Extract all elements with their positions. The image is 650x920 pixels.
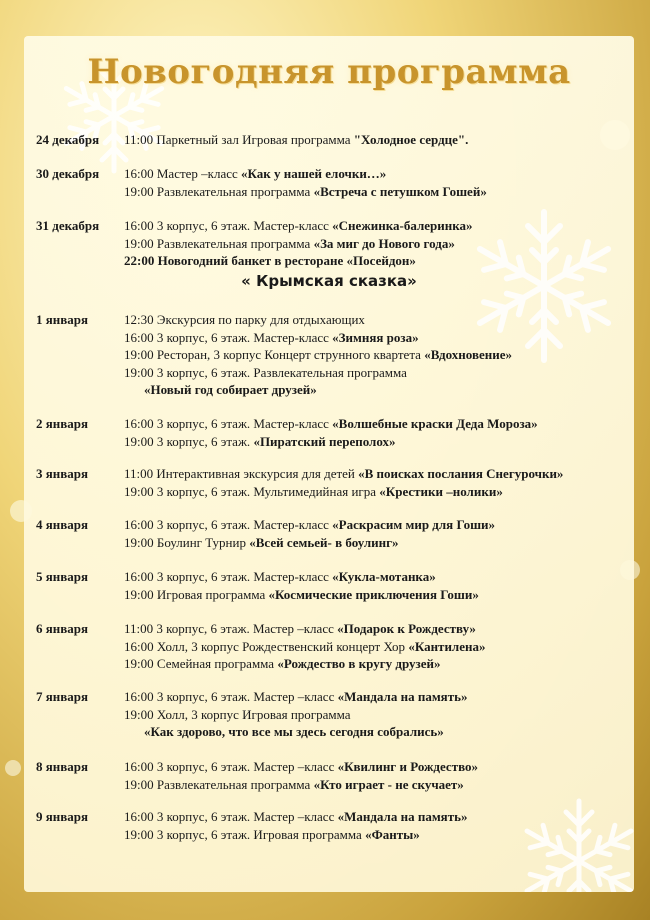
event-time: 16:00 bbox=[124, 569, 154, 584]
event-time: 22:00 bbox=[124, 253, 155, 268]
event-description: 3 корпус, 6 этаж. Мастер –класс bbox=[156, 759, 335, 774]
event-time: 16:00 bbox=[124, 166, 154, 181]
event-title: «Кукла-мотанка» bbox=[332, 569, 436, 584]
event-title: «Вдохновение» bbox=[424, 347, 512, 362]
event-title: «Подарок к Рождеству» bbox=[337, 621, 476, 636]
event-title: «Космические приключения Гоши» bbox=[268, 586, 479, 602]
event-title: «Как здорово, что все мы здесь сегодня собрались» bbox=[144, 724, 444, 739]
event-time: 16:00 bbox=[124, 517, 154, 532]
event-line bbox=[124, 689, 467, 705]
event-title: «Крестики –нолики» bbox=[379, 483, 503, 499]
day-date: 30 декабря bbox=[36, 166, 100, 181]
day-date: 1 января bbox=[36, 312, 89, 327]
event-line bbox=[124, 656, 440, 672]
event-time: 11:00 bbox=[124, 132, 154, 147]
event-line bbox=[124, 236, 455, 252]
event-description: Паркетный зал Игровая программа bbox=[156, 132, 351, 147]
event-description: Интерактивная экскурсия для детей bbox=[156, 466, 355, 481]
event-description: Игровая программа bbox=[156, 586, 266, 602]
event-line bbox=[124, 184, 487, 200]
event-line bbox=[124, 347, 512, 363]
event-line bbox=[124, 639, 486, 655]
event-time: 19:00 bbox=[124, 433, 154, 449]
day-date: 8 января bbox=[36, 759, 89, 774]
event-title: «За миг до Нового года» bbox=[313, 235, 455, 251]
event-description: 3 корпус, 6 этаж. Мастер-класс bbox=[156, 218, 329, 233]
program-card bbox=[24, 36, 634, 892]
event-description: Развлекательная программа bbox=[156, 776, 311, 792]
event-time: 11:00 bbox=[124, 466, 154, 481]
day-date: 24 декабря bbox=[36, 132, 100, 147]
event-time: 19:00 bbox=[124, 483, 154, 499]
event-description: 3 корпус, 6 этаж. Развлекательная программа bbox=[156, 364, 407, 380]
event-line bbox=[124, 253, 416, 269]
event-line bbox=[124, 569, 436, 585]
event-line bbox=[124, 330, 419, 346]
page-title: Новогодняя программа bbox=[87, 52, 571, 92]
event-description: Холл, 3 корпус Рождественский концерт Хор bbox=[156, 638, 406, 654]
event-line bbox=[124, 587, 479, 603]
event-description: Ресторан, 3 корпус Концерт струнного квартета bbox=[156, 347, 421, 362]
event-description: Семейная программа bbox=[156, 656, 275, 671]
event-title: «В поисках послания Снегурочки» bbox=[358, 466, 564, 481]
schedule bbox=[24, 36, 634, 892]
event-line bbox=[124, 416, 538, 432]
event-line bbox=[124, 827, 420, 843]
event-title: «Квилинг и Рождество» bbox=[337, 759, 479, 774]
event-title: «Рождество в кругу друзей» bbox=[277, 656, 441, 671]
event-time: 19:00 bbox=[124, 706, 154, 722]
event-title: «Мандала на память» bbox=[337, 689, 468, 704]
event-line bbox=[124, 621, 476, 637]
event-title: «Всей семьей- в боулинг» bbox=[249, 534, 399, 550]
event-description: 3 корпус, 6 этаж. Мастер –класс bbox=[156, 809, 335, 824]
event-time: 16:00 bbox=[124, 416, 154, 431]
event-line bbox=[124, 484, 503, 500]
event-line bbox=[124, 132, 468, 148]
event-line bbox=[124, 466, 563, 482]
event-title: «Как у нашей елочки…» bbox=[241, 166, 387, 181]
event-title: «Кто играет - не скучает» bbox=[313, 776, 464, 792]
event-time: 16:00 bbox=[124, 638, 154, 654]
day-date: 2 января bbox=[36, 416, 89, 431]
day-date: 5 января bbox=[36, 569, 89, 584]
day-date: 3 января bbox=[36, 466, 89, 481]
event-time: 19:00 bbox=[124, 347, 154, 362]
event-description: Развлекательная программа bbox=[156, 183, 311, 199]
event-line bbox=[124, 707, 351, 723]
event-line bbox=[144, 724, 444, 740]
event-title: «Фанты» bbox=[365, 826, 420, 842]
event-time: 19:00 bbox=[124, 586, 154, 602]
event-time: 19:00 bbox=[124, 826, 154, 842]
event-description: 3 корпус, 6 этаж. Игровая программа bbox=[156, 826, 362, 842]
event-description: Экскурсия по парку для отдыхающих bbox=[156, 312, 365, 327]
event-description: 3 корпус, 6 этаж. Мастер-класс bbox=[156, 329, 329, 345]
event-description: 3 корпус, 6 этаж. Мастер-класс bbox=[156, 416, 329, 431]
event-description: 3 корпус, 6 этаж. Мультимедийная игра bbox=[156, 483, 377, 499]
event-time: 19:00 bbox=[124, 534, 154, 550]
event-line bbox=[124, 166, 386, 182]
event-description: Боулинг Турнир bbox=[156, 534, 246, 550]
event-time: 19:00 bbox=[124, 364, 154, 380]
event-description: 3 корпус, 6 этаж. Мастер-класс bbox=[156, 517, 329, 532]
day-date: 6 января bbox=[36, 621, 89, 636]
event-description: 3 корпус, 6 этаж. bbox=[156, 433, 251, 449]
event-line bbox=[124, 312, 365, 328]
event-title: «Снежинка-балеринка» bbox=[332, 218, 473, 233]
event-time: 16:00 bbox=[124, 329, 154, 345]
event-line bbox=[124, 365, 407, 381]
event-description: Холл, 3 корпус Игровая программа bbox=[156, 706, 351, 722]
event-line bbox=[124, 777, 464, 793]
event-description: Новогодний банкет в ресторане «Посейдон» bbox=[157, 253, 416, 268]
event-line bbox=[144, 382, 317, 398]
event-line bbox=[124, 218, 473, 234]
event-description: 3 корпус, 6 этаж. Мастер-класс bbox=[156, 569, 329, 584]
day-date: 7 января bbox=[36, 689, 89, 704]
event-time: 12:30 bbox=[124, 312, 154, 327]
event-time: 19:00 bbox=[124, 776, 154, 792]
event-title: «Раскрасим мир для Гоши» bbox=[332, 517, 496, 532]
event-title: «Волшебные краски Деда Мороза» bbox=[332, 416, 538, 431]
event-time: 11:00 bbox=[124, 621, 154, 636]
event-title: "Холодное сердце". bbox=[353, 132, 469, 147]
day-date: 9 января bbox=[36, 809, 89, 824]
event-time: 19:00 bbox=[124, 235, 154, 251]
event-line bbox=[124, 535, 399, 551]
event-title: «Пиратский переполох» bbox=[253, 433, 396, 449]
event-description: Развлекательная программа bbox=[156, 235, 311, 251]
event-time: 16:00 bbox=[124, 689, 154, 704]
event-line bbox=[124, 759, 478, 775]
event-title: «Мандала на память» bbox=[337, 809, 468, 824]
event-description: Мастер –класс bbox=[156, 166, 238, 181]
day-date: 4 января bbox=[36, 517, 89, 532]
banquet-subtitle: « Крымская сказка» bbox=[241, 271, 417, 290]
event-line bbox=[124, 434, 396, 450]
event-line bbox=[124, 809, 467, 825]
event-time: 19:00 bbox=[124, 183, 154, 199]
event-description: 3 корпус, 6 этаж. Мастер –класс bbox=[156, 689, 335, 704]
event-description: 3 корпус, 6 этаж. Мастер –класс bbox=[156, 621, 334, 636]
event-time: 16:00 bbox=[124, 809, 154, 824]
event-time: 16:00 bbox=[124, 218, 154, 233]
event-time: 19:00 bbox=[124, 656, 154, 671]
day-date: 31 декабря bbox=[36, 218, 100, 233]
event-title: «Кантилена» bbox=[408, 638, 486, 654]
sparkle bbox=[5, 760, 21, 776]
event-time: 16:00 bbox=[124, 759, 154, 774]
event-title: «Зимняя роза» bbox=[332, 329, 419, 345]
event-line bbox=[124, 517, 495, 533]
event-title: «Новый год собирает друзей» bbox=[144, 382, 317, 397]
event-title: «Встреча с петушком Гошей» bbox=[313, 183, 487, 199]
